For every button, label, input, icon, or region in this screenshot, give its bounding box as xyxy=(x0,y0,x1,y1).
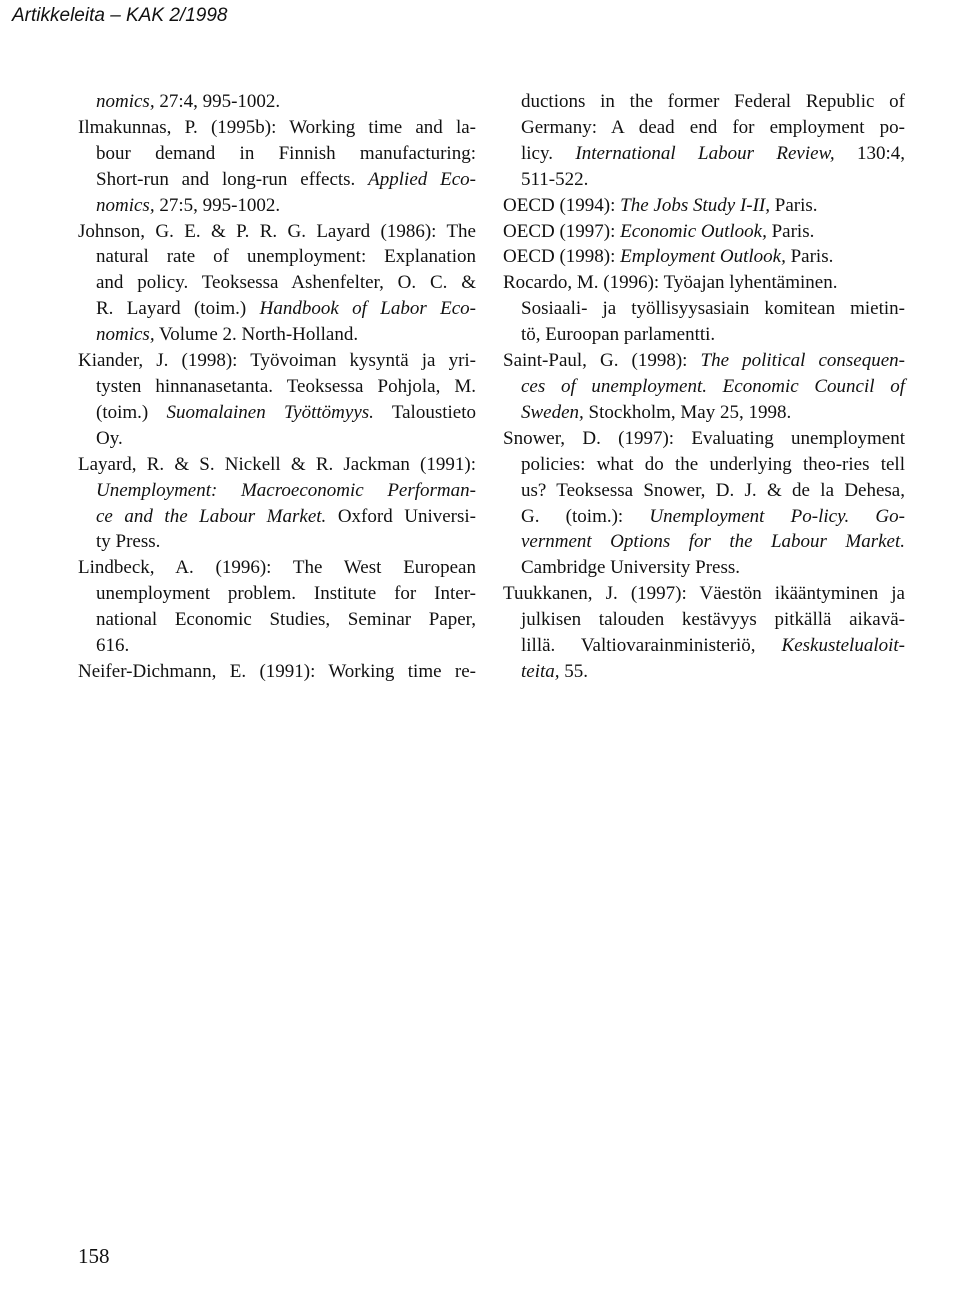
reference-line xyxy=(78,659,476,685)
reference-text-italic: Applied Eco- xyxy=(368,168,476,190)
reference-text: G. (toim.): xyxy=(521,505,650,527)
reference-text: Lindbeck, A. (1996): The West European xyxy=(78,557,476,579)
reference-line xyxy=(78,581,476,607)
reference-text-italic: Handbook of Labor Eco- xyxy=(259,298,477,320)
reference-line xyxy=(78,529,476,555)
reference-line xyxy=(78,374,476,400)
reference-text: Stockholm, May 25, 1998. xyxy=(583,401,792,423)
reference-line xyxy=(78,400,476,426)
reference-text-italic: Unemployment: Macroeconomic Performan- xyxy=(96,479,476,501)
reference-text: Johnson, G. E. & P. R. G. Layard (1986): The xyxy=(78,220,476,242)
reference-text: ty Press. xyxy=(96,531,161,553)
reference-text: Cambridge University Press. xyxy=(521,557,741,579)
reference-line xyxy=(78,244,476,270)
reference-text: julkisen talouden kestävyys pitkällä aikavä- xyxy=(521,609,905,631)
reference-line xyxy=(78,115,476,141)
reference-line xyxy=(78,193,476,219)
reference-text: Volume 2. North-Holland. xyxy=(154,324,359,346)
reference-text: Tuukkanen, J. (1997): Väestön ikääntyminen ja xyxy=(503,583,905,605)
reference-line xyxy=(503,659,905,685)
reference-line xyxy=(503,167,905,193)
reference-text: Neifer-Dichmann, E. (1991): Working time re- xyxy=(78,660,476,682)
reference-line xyxy=(503,270,905,296)
reference-line xyxy=(78,426,476,452)
reference-line xyxy=(503,478,905,504)
reference-text: Saint-Paul, G. (1998): xyxy=(503,350,701,372)
reference-text-italic: The political consequen- xyxy=(700,350,905,372)
reference-text: OECD (1994): xyxy=(503,194,621,216)
reference-text: Layard, R. & S. Nickell & R. Jackman (1991): xyxy=(78,453,476,475)
references-right-column xyxy=(503,89,905,685)
reference-text-italic: Employment Outlook, xyxy=(620,246,786,268)
reference-line xyxy=(503,400,905,426)
reference-line xyxy=(503,244,905,270)
reference-text-italic: nomics, xyxy=(96,324,155,346)
reference-text-italic: International Labour Review, xyxy=(575,142,835,164)
page-number: 158 xyxy=(78,1244,110,1268)
reference-line xyxy=(78,219,476,245)
reference-text-italic: ces of unemployment. Economic Council of xyxy=(521,375,905,397)
reference-line xyxy=(78,555,476,581)
reference-line xyxy=(78,504,476,530)
reference-text-italic: Keskustelualoit- xyxy=(781,635,905,657)
reference-text: Germany: A dead end for employment po- xyxy=(521,116,905,138)
reference-text-italic: ce and the Labour Market. xyxy=(96,505,327,527)
reference-text-italic: The Jobs Study I-II, xyxy=(620,194,771,216)
reference-line xyxy=(503,633,905,659)
reference-text: OECD (1998): xyxy=(503,246,621,268)
reference-text: R. Layard (toim.) xyxy=(96,298,260,320)
reference-text-italic: Suomalainen Työttömyys. xyxy=(166,401,374,423)
reference-text-italic: nomics, xyxy=(96,91,155,112)
reference-text: Paris. xyxy=(766,220,815,242)
reference-text: licy. xyxy=(521,142,576,164)
reference-text-italic: vernment Options for the Labour Market. xyxy=(521,531,905,553)
reference-text: 27:4, 995-1002. xyxy=(154,91,281,112)
reference-text: lillä. Valtiovarainministeriö, xyxy=(521,635,782,657)
reference-text: 55. xyxy=(559,660,589,682)
reference-text: natural rate of unemployment: Explanation xyxy=(96,246,476,268)
reference-text: Ilmakunnas, P. (1995b): Working time and la- xyxy=(78,116,476,138)
reference-line xyxy=(503,374,905,400)
reference-line xyxy=(503,348,905,374)
reference-text: ductions in the former Federal Republic of xyxy=(521,91,905,112)
reference-line xyxy=(78,141,476,167)
reference-text: Rocardo, M. (1996): Työajan lyhentäminen. xyxy=(503,272,838,294)
reference-text: OECD (1997): xyxy=(503,220,621,242)
reference-text: Short-run and long-run effects. xyxy=(96,168,369,190)
reference-text-italic: teita, xyxy=(521,660,560,682)
reference-text: 511-522. xyxy=(521,168,589,190)
references-left-column xyxy=(78,89,476,685)
reference-line xyxy=(78,270,476,296)
reference-line xyxy=(78,89,476,115)
reference-text: us? Teoksessa Snower, D. J. & de la Dehesa, xyxy=(521,479,905,501)
reference-line xyxy=(503,504,905,530)
reference-text: (toim.) xyxy=(96,401,167,423)
reference-line xyxy=(78,607,476,633)
reference-text: policies: what do the underlying theo-ries tell xyxy=(521,453,905,475)
reference-text: 130:4, xyxy=(834,142,905,164)
reference-text: and policy. Teoksessa Ashenfelter, O. C. & xyxy=(96,272,476,294)
reference-text: national Economic Studies, Seminar Paper, xyxy=(96,609,476,631)
reference-text-italic: Unemployment Po-licy. Go- xyxy=(649,505,905,527)
reference-line xyxy=(78,167,476,193)
reference-text: Snower, D. (1997): Evaluating unemployment xyxy=(503,427,905,449)
running-header: Artikkeleita – KAK 2/1998 xyxy=(12,5,228,26)
reference-text: bour demand in Finnish manufacturing: xyxy=(96,142,476,164)
reference-line xyxy=(503,452,905,478)
reference-line xyxy=(503,555,905,581)
reference-line xyxy=(503,426,905,452)
reference-text: Oxford Universi- xyxy=(326,505,477,527)
reference-text: tö, Euroopan parlamentti. xyxy=(521,324,716,346)
reference-text: Sosiaali- ja työllisyysasiain komitean mietin- xyxy=(521,298,905,320)
reference-line xyxy=(78,452,476,478)
reference-text-italic: nomics, xyxy=(96,194,155,216)
reference-line xyxy=(503,607,905,633)
reference-line xyxy=(503,193,905,219)
reference-line xyxy=(503,322,905,348)
reference-line xyxy=(503,529,905,555)
reference-text: tysten hinnanasetanta. Teoksessa Pohjola, M. xyxy=(96,375,476,397)
reference-line xyxy=(503,296,905,322)
reference-line xyxy=(503,89,905,115)
reference-text: 616. xyxy=(96,635,130,657)
reference-line xyxy=(503,115,905,141)
reference-line xyxy=(78,633,476,659)
reference-text: unemployment problem. Institute for Inter- xyxy=(96,583,476,605)
reference-line xyxy=(78,296,476,322)
reference-line xyxy=(503,581,905,607)
reference-text-italic: Economic Outlook, xyxy=(620,220,767,242)
reference-text: Paris. xyxy=(770,194,818,216)
reference-text: 27:5, 995-1002. xyxy=(154,194,281,216)
reference-text: Taloustieto xyxy=(373,401,476,423)
reference-text: Paris. xyxy=(785,246,834,268)
reference-text-italic: Sweden, xyxy=(521,401,584,423)
reference-line xyxy=(78,348,476,374)
reference-line xyxy=(503,141,905,167)
reference-text: Oy. xyxy=(96,427,123,449)
reference-text: Kiander, J. (1998): Työvoiman kysyntä ja yri- xyxy=(78,350,476,372)
reference-line xyxy=(503,219,905,245)
reference-line xyxy=(78,322,476,348)
reference-line xyxy=(78,478,476,504)
